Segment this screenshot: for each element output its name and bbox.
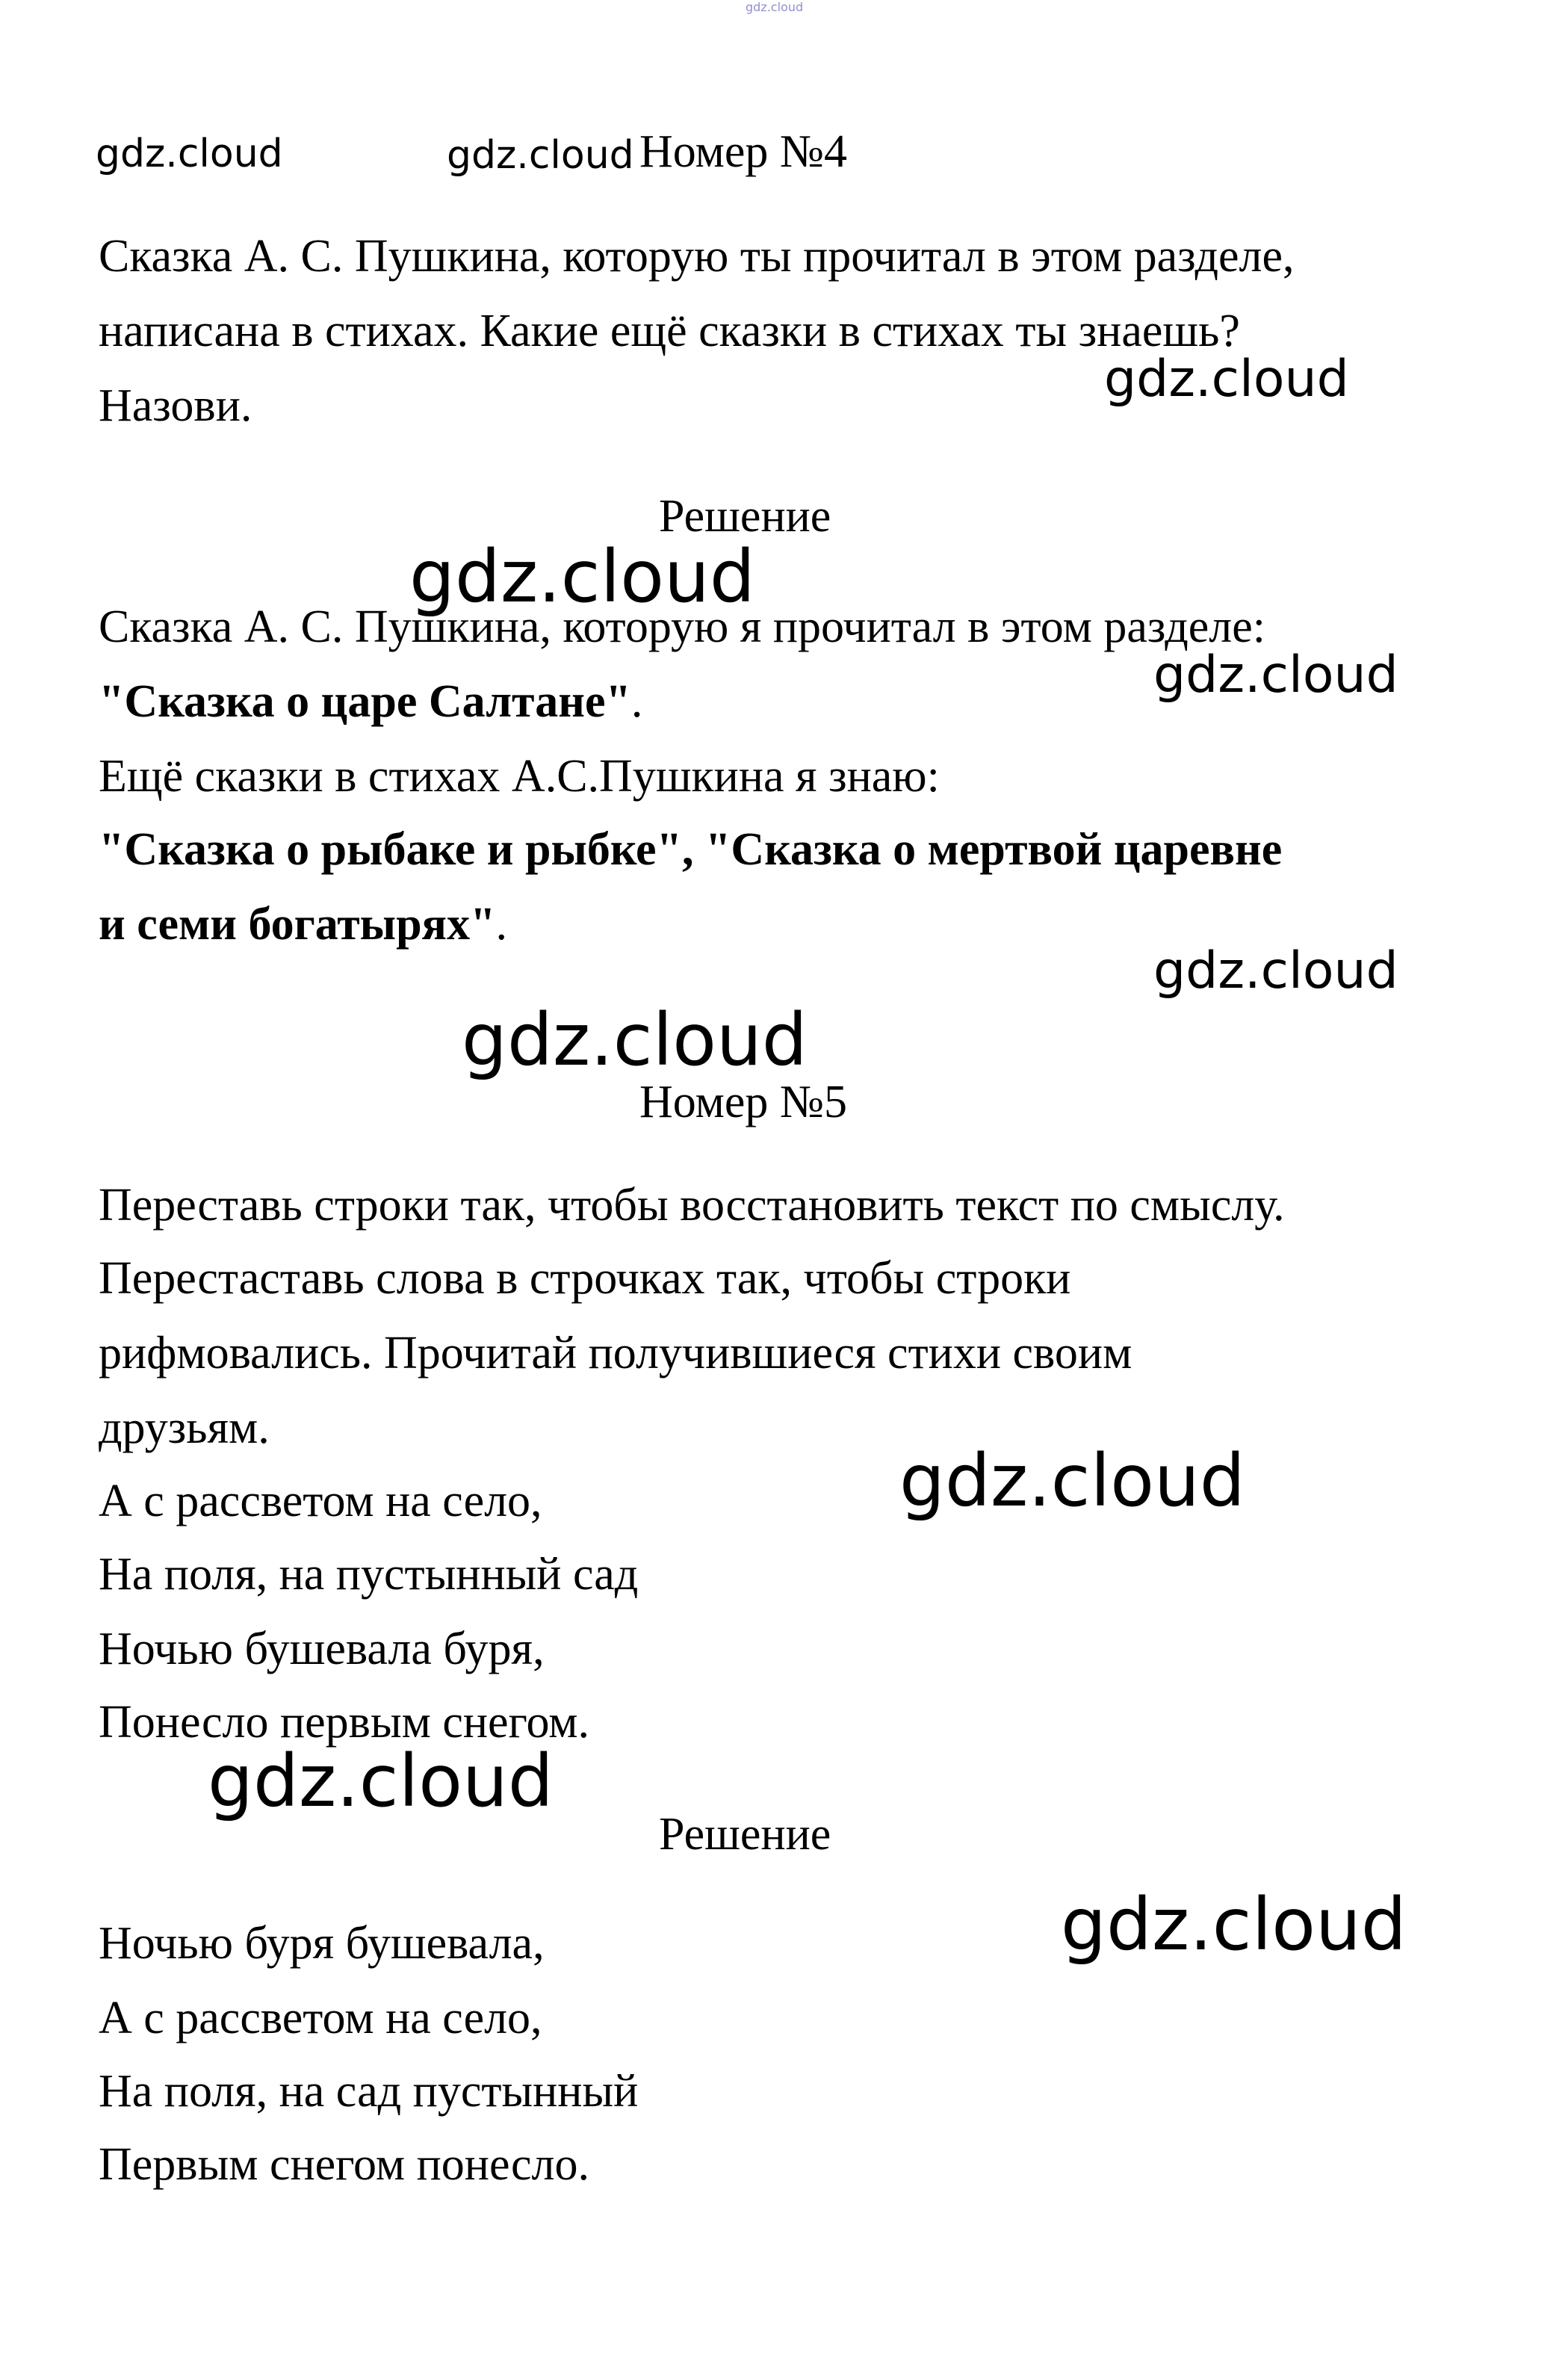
watermark: gdz.cloud xyxy=(208,1739,554,1823)
task4-answer-bold: и семи богатырях" xyxy=(99,899,496,950)
watermark: gdz.cloud xyxy=(1153,941,1398,1000)
task4-answer-line xyxy=(99,678,642,725)
task4-solution-label: Решение xyxy=(659,491,831,542)
task4-answer-line xyxy=(99,826,1282,873)
task5-question-line: рифмовались. Прочитай получившиеся стихи своим xyxy=(99,1328,1132,1379)
task4-answer-tail: . xyxy=(630,676,643,727)
task4-question-line: Сказка А. С. Пушкина, которую ты прочитал в этом разделе, xyxy=(99,231,1295,282)
task4-answer-line: Ещё сказки в стихах А.С.Пушкина я знаю: xyxy=(99,751,940,802)
task5-title: Номер №5 xyxy=(639,1077,848,1127)
task5-answer-line: А с рассветом на село, xyxy=(99,1993,542,2043)
watermark: gdz.cloud xyxy=(409,535,755,619)
watermark: gdz.cloud xyxy=(96,131,283,176)
task4-title: Номер №4 xyxy=(639,126,848,177)
task4-question-line: Назови. xyxy=(99,380,252,431)
task4-question-line: написана в стихах. Какие ещё сказки в стихах ты знаешь? xyxy=(99,306,1240,356)
task5-answer-line: Первым снегом понесло. xyxy=(99,2139,589,2190)
watermark: gdz.cloud xyxy=(447,133,634,178)
watermark: gdz.cloud xyxy=(899,1439,1245,1523)
task5-question-line: Переставь строки так, чтобы восстановить текст по смыслу. xyxy=(99,1180,1285,1231)
task5-answer-line: Ночью буря бушевала, xyxy=(99,1918,545,1969)
watermark: gdz.cloud xyxy=(1061,1883,1407,1967)
task5-poem-line: Понесло первым снегом. xyxy=(99,1697,589,1748)
watermark-top: gdz.cloud xyxy=(746,0,804,14)
task4-answer-tail: . xyxy=(495,899,508,950)
task5-answer-line: На поля, на сад пустынный xyxy=(99,2066,639,2117)
task5-poem-line: На поля, на пустынный сад xyxy=(99,1549,639,1600)
task5-question-line: друзьям. xyxy=(99,1402,270,1453)
task5-poem-line: Ночью бушевала буря, xyxy=(99,1624,545,1674)
task4-answer-line xyxy=(99,899,508,950)
task5-question-line: Перестаставь слова в строчках так, чтобы строки xyxy=(99,1253,1071,1304)
task4-answer-bold: "Сказка о рыбаке и рыбке", "Сказка о мертвой царевне xyxy=(99,824,1283,875)
task5-solution-label: Решение xyxy=(659,1809,831,1860)
watermark: gdz.cloud xyxy=(462,998,808,1082)
watermark: gdz.cloud xyxy=(1104,350,1349,409)
watermark: gdz.cloud xyxy=(1153,646,1398,705)
task5-poem-line: А с рассветом на село, xyxy=(99,1476,542,1526)
task4-answer-bold: "Сказка о царе Салтане" xyxy=(99,676,631,727)
task4-answer-line: Сказка А. С. Пушкина, которую я прочитал в этом разделе: xyxy=(99,601,1265,652)
